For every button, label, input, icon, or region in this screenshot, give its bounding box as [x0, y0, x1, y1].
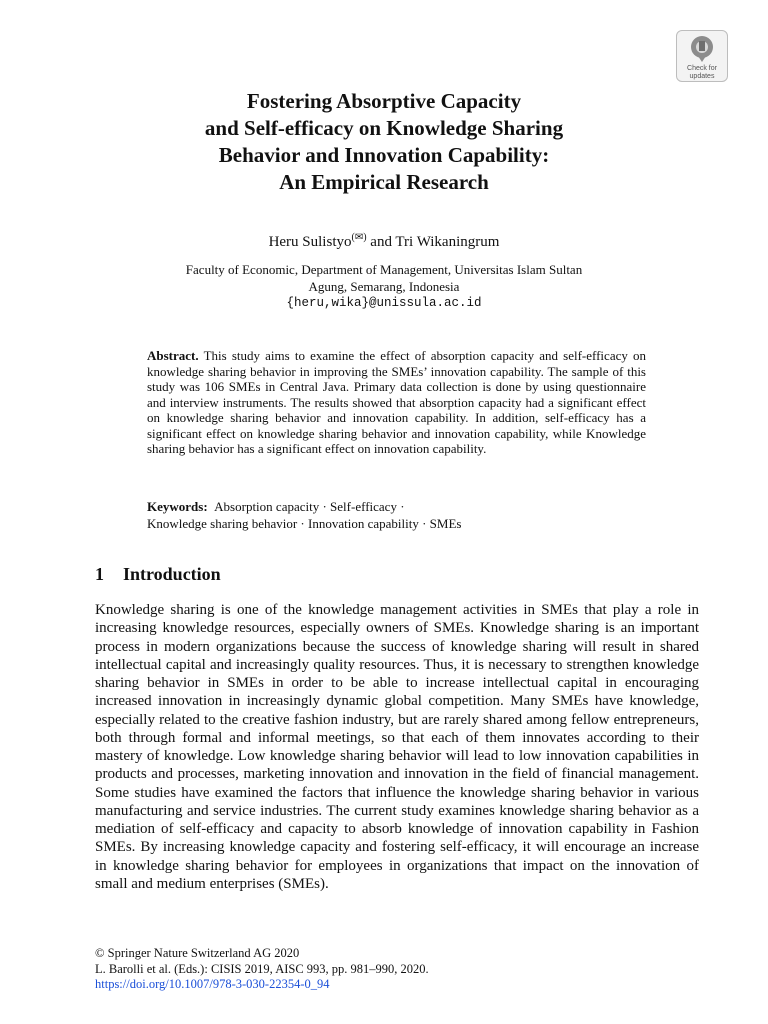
author-email[interactable]: {heru,wika}@unissula.ac.id: [286, 296, 482, 310]
body-paragraph: Knowledge sharing is one of the knowledge management activities in SMEs that play a role in increasing knowledge resources, especially owners of SMEs. Knowledge sharing is an important process in modern organizations because the success of knowledge sharing will result in shared intellectual capital and increasingly quality resources. Thus, it is necessary to strengthen knowledge sharing behavior in SMEs in order to be able to increase intellectual capital in encouraging increased innovation in increasingly dynamic global competition. Many SMEs have knowledge, especially related to the creative fashion industry, but are rarely shared among fellow entrepreneurs, both through formal and informal meetings, so that each of them innovates according to their mastery of knowledge. Low knowledge sharing behavior will lead to low innovation capabilities in products and processes, marketing innovation and innovation in the field of financial management. Some studies have examined the factors that influence the knowledge sharing behavior in various manufacturing and service industries. The current study examines knowledge sharing behavior as a mediation of self-efficacy and capacity to absorb knowledge of innovation capability in Fashion SMEs. By increasing knowledge capacity and fostering self-efficacy, it will encourage an increase in knowledge sharing behavior for employees in organizations that impact on the innovation of small and medium enterprises (SMEs).: [95, 602, 699, 892]
abstract-label: Abstract.: [147, 348, 199, 363]
title-line: Fostering Absorptive Capacity: [246, 89, 522, 113]
keywords-label: Keywords:: [147, 499, 208, 514]
keywords-line: Knowledge sharing behavior · Innovation capability · SMEs: [147, 516, 462, 531]
abstract-text: This study aims to examine the effect of absorption capacity and self-efficacy on knowledge sharing behavior in improving the SMEs’ innovation capability. The sample of this study was 106 SMEs in Central Java. Primary data collection is done by using questionnaire and interview instruments. The results showed that absorption capacity had a significant effect on knowledge sharing behavior and innovation capability. In addition, self-efficacy has a significant effect on knowledge sharing behavior and innovation capability, while Knowledge sharing behavior has a significant effect on innovation capability.: [147, 348, 647, 456]
copyright-notice: © Springer Nature Switzerland AG 2020: [95, 946, 300, 960]
affiliation-line: Agung, Semarang, Indonesia: [308, 279, 460, 294]
footer: [95, 946, 699, 993]
affiliation: [0, 261, 768, 312]
keywords-line: Absorption capacity · Self-efficacy ·: [214, 499, 405, 514]
author-list: [0, 228, 768, 252]
badge-label: Check for updates: [687, 65, 717, 80]
title-line: Behavior and Innovation Capability:: [218, 143, 550, 167]
crossmark-icon: [689, 35, 715, 63]
author-name: Heru Sulistyo: [268, 234, 352, 250]
keywords: [147, 498, 646, 532]
section-heading: [95, 563, 221, 585]
author-name: Tri Wikaningrum: [395, 234, 500, 250]
doi-link[interactable]: https://doi.org/10.1007/978-3-030-22354-0_94: [95, 977, 330, 991]
corresponding-author-mark[interactable]: (✉): [351, 232, 367, 243]
citation-line: L. Barolli et al. (Eds.): CISIS 2019, AISC 993, pp. 981–990, 2020.: [95, 961, 429, 976]
title-line: An Empirical Research: [279, 170, 489, 194]
title-line: and Self-efficacy on Knowledge Sharing: [204, 116, 564, 140]
abstract: [147, 348, 646, 457]
section-number: 1: [95, 564, 104, 584]
paper-title: [0, 88, 768, 196]
affiliation-line: Faculty of Economic, Department of Management, Universitas Islam Sultan: [185, 262, 583, 277]
section-title: Introduction: [123, 564, 221, 584]
author-connector: and: [366, 234, 396, 250]
check-for-updates-badge[interactable]: [676, 30, 728, 82]
